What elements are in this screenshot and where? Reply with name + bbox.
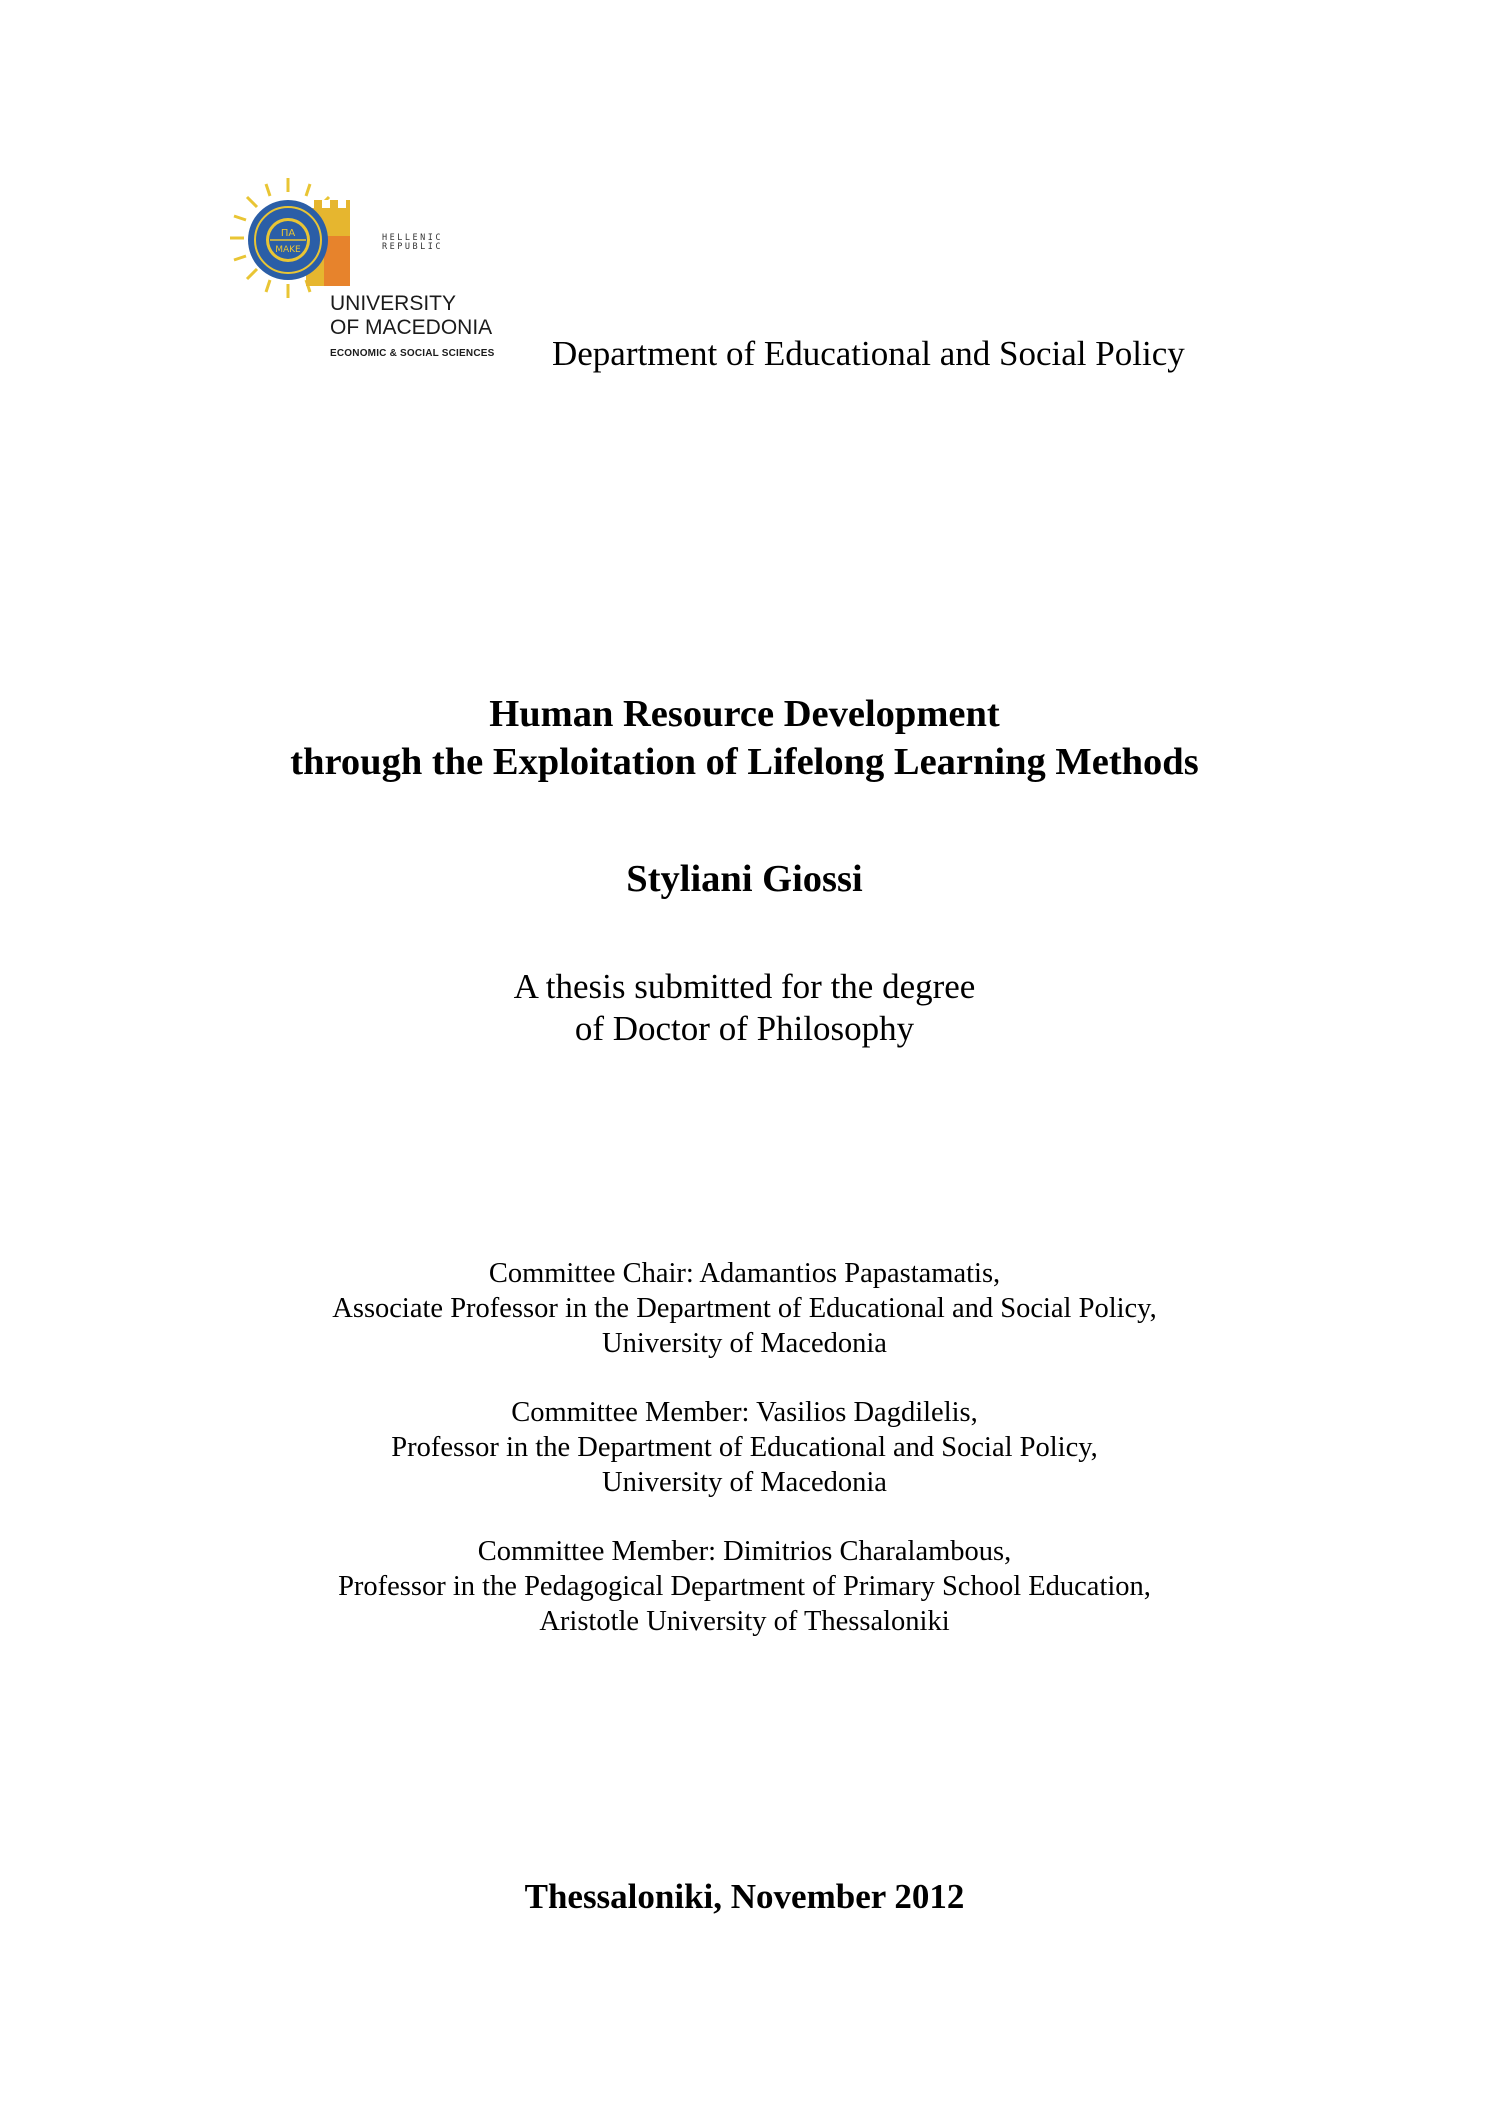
committee-position: Professor in the Department of Educational and Social Policy, bbox=[391, 1432, 1098, 1463]
title-line-1: Human Resource Development bbox=[489, 693, 1000, 735]
title-line-2: through the Exploitation of Lifelong Learning Methods bbox=[290, 741, 1199, 783]
university-line-1: UNIVERSITY bbox=[330, 292, 457, 315]
degree-statement bbox=[0, 966, 1489, 1050]
degree-line-2: of Doctor of Philosophy bbox=[574, 1009, 915, 1048]
author-name: Styliani Giossi bbox=[626, 858, 863, 900]
university-line-2: OF MACEDONIA bbox=[330, 316, 493, 339]
committee-role-name: Committee Member: Dimitrios Charalambous, bbox=[477, 1536, 1012, 1567]
university-line-3: ECONOMIC & SOCIAL SCIENCES bbox=[330, 348, 495, 359]
committee-member-1 bbox=[0, 1395, 1489, 1500]
committee-position: Professor in the Pedagogical Department of Primary School Education, bbox=[338, 1571, 1151, 1602]
thesis-title bbox=[0, 690, 1489, 786]
committee-role-name: Committee Member: Vasilios Dagdilelis, bbox=[511, 1397, 978, 1428]
university-logo bbox=[228, 178, 518, 374]
committee-chair bbox=[0, 1256, 1489, 1361]
degree-line-1: A thesis submitted for the degree bbox=[513, 967, 976, 1006]
committee-institution: Aristotle University of Thessaloniki bbox=[539, 1606, 950, 1637]
committee-institution: University of Macedonia bbox=[602, 1467, 887, 1498]
place-and-date: Thessaloniki, November 2012 bbox=[524, 1877, 965, 1916]
department-name: Department of Educational and Social Policy bbox=[552, 334, 1185, 373]
seal-text-bottom: ΜΑΚΕ bbox=[275, 245, 301, 255]
seal-text-top: ΠΑ bbox=[280, 228, 296, 239]
committee-role-name: Committee Chair: Adamantios Papastamatis, bbox=[488, 1258, 1001, 1289]
committee-position: Associate Professor in the Department of Educational and Social Policy, bbox=[332, 1293, 1157, 1324]
republic-line-1: HELLENIC bbox=[382, 233, 443, 243]
logo-university-name bbox=[330, 292, 492, 340]
republic-line-2: REPUBLIC bbox=[382, 242, 443, 252]
committee-institution: University of Macedonia bbox=[602, 1328, 887, 1359]
logo-republic-text bbox=[382, 234, 443, 252]
committee-member-2 bbox=[0, 1534, 1489, 1639]
